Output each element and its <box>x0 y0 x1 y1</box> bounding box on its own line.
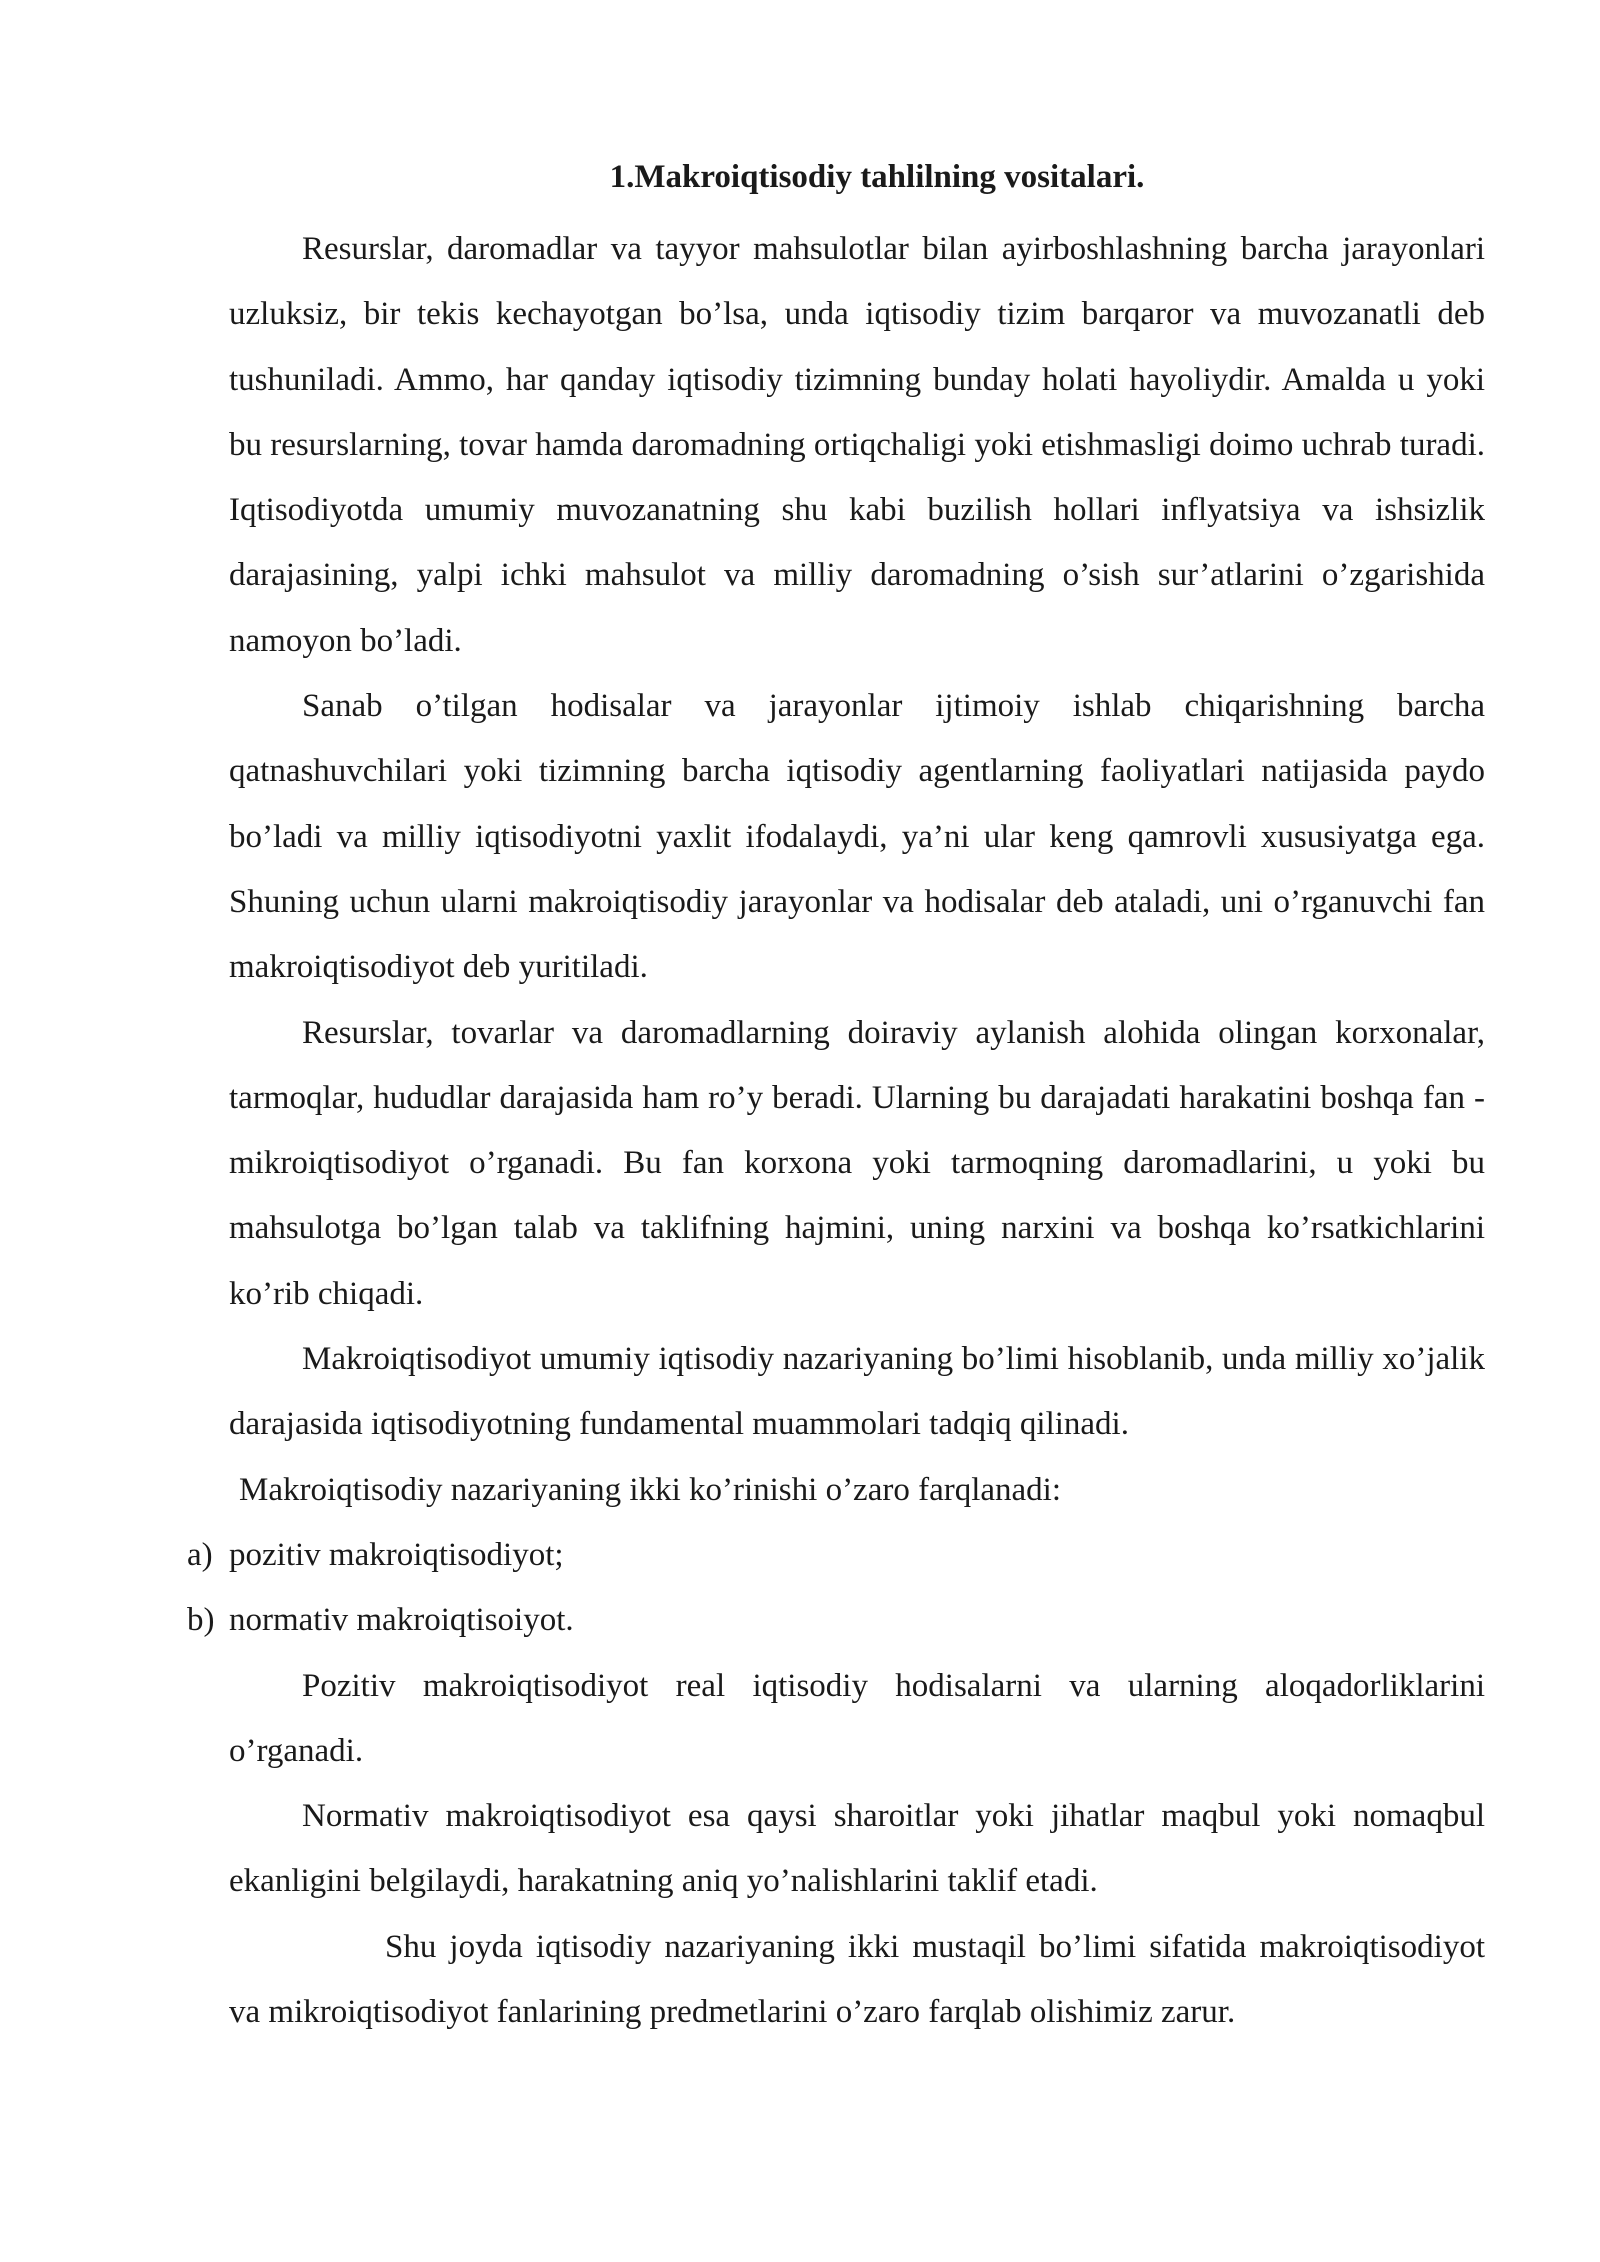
paragraph-macro-processes: Sanab o’tilgan hodisalar va jarayonlar ijtimoiy ishlab chiqarishning barcha qatnashuvchilari yoki tizimning barcha iqtisodiy agentlarning faoliyatlari natijasida paydo bo’ladi va milliy iqtisodiyotni yaxlit ifodalaydi, ya’ni ular keng qamrovli xususiyatga ega. Shuning uchun ularni makroiqtisodiy jarayonlar va hodisalar deb ataladi, uni o’rganuvchi fan makroiqtisodiyot deb yuritiladi. <box>229 688 1485 986</box>
paragraph-positive: Pozitiv makroiqtisodiyot real iqtisodiy hodisalarni va ularning aloqadorliklarini o’rganadi. <box>229 1667 1485 1769</box>
paragraph-closing: Shu joyda iqtisodiy nazariyaning ikki mustaqil bo’limi sifatida makroiqtisodiyot va mikroiqtisodiyot fanlarining predmetlarini o’zaro farqlab olishimiz zarur. <box>229 1928 1485 2031</box>
list-marker: a) <box>187 1536 213 1573</box>
paragraph-micro-level: Resurslar, tovarlar va daromadlarning doiraviy aylanish alohida olingan korxonalar, tarmoqlar, hududlar darajasida ham ro’y beradi. Ularning bu darajadati harakatini boshqa fan - mikroiqtisodiyot o’rganadi. Bu fan korxona yoki tarmoqning daromadlarini, u yoki bu mahsulotga bo’lgan talab va taklifning hajmini, uning narxini va boshqa ko’rsatkichlarini ko’rib chiqadi. <box>229 1014 1485 1312</box>
paragraph-equilibrium: Resurslar, daromadlar va tayyor mahsulotlar bilan ayirboshlashning barcha jarayonlari uzluksiz, bir tekis kechayotgan bo’lsa, unda iqtisodiy tizim barqaror va muvozanatli deb tushuniladi. Ammo, har qanday iqtisodiy tizimning bunday holati hayoliydir. Amalda u yoki bu resurslarning, tovar hamda daromadning ortiqchaligi yoki etishmasligi doimo uchrab turadi. Iqtisodiyotda umumiy muvozanatning shu kabi buzilish hollari inflyatsiya va ishsizlik darajasining, yalpi ichki mahsulot va milliy daromadning o’sish sur’atlarini o’zgarishida namoyon bo’ladi. <box>229 231 1485 659</box>
list-lead: Makroiqtisodiy nazariyaning ikki ko’rinishi o’zaro farqlanadi: <box>239 1471 1062 1508</box>
document-title: 1.Makroiqtisodiy tahlilning vositalari. <box>609 159 1145 195</box>
types-list <box>187 1523 1485 1654</box>
list-item-text: normativ makroiqtisoiyot. <box>229 1602 574 1639</box>
paragraph-normative: Normativ makroiqtisodiyot esa qaysi sharoitlar yoki jihatlar maqbul yoki nomaqbul ekanligini belgilaydi, harakatning aniq yo’nalishlarini taklif etadi. <box>229 1798 1485 1900</box>
list-item <box>187 1588 1485 1653</box>
list-item <box>187 1523 1485 1588</box>
document-body <box>187 152 1485 2045</box>
list-marker: b) <box>187 1602 215 1639</box>
list-item-text: pozitiv makroiqtisodiyot; <box>229 1536 564 1573</box>
paragraph-macro-definition: Makroiqtisodiyot umumiy iqtisodiy nazariyaning bo’limi hisoblanib, unda milliy xo’jalik darajasida iqtisodiyotning fundamental muammolari tadqiq qilinadi. <box>229 1341 1485 1443</box>
